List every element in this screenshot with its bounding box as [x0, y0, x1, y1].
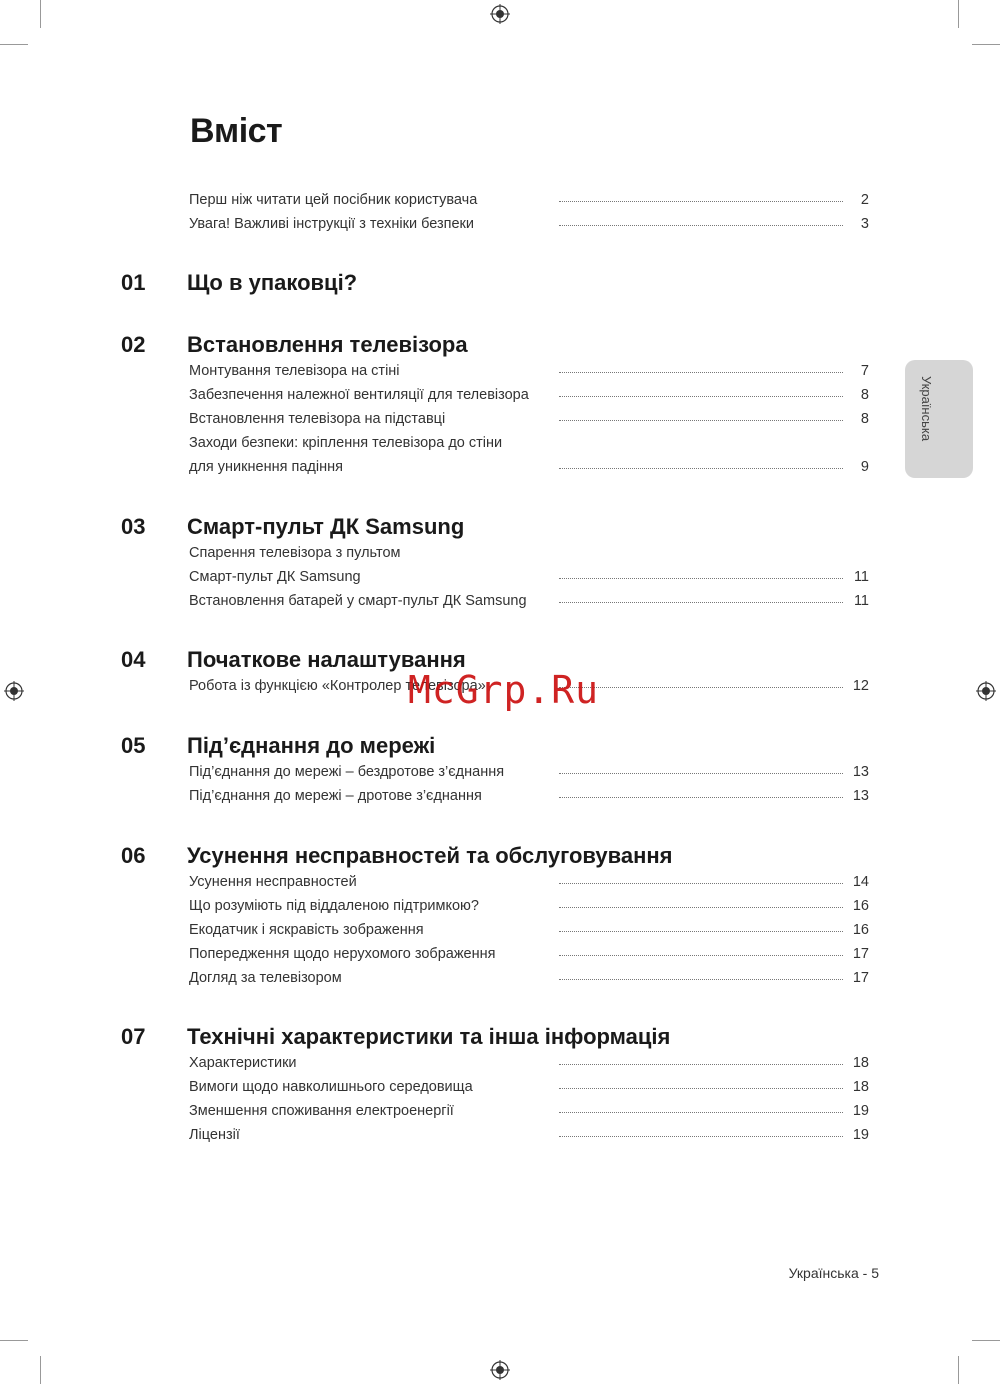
dot-leader	[559, 225, 843, 226]
dot-leader	[559, 979, 843, 980]
dot-leader	[559, 468, 843, 469]
toc-entry-page: 17	[852, 970, 869, 986]
toc-entry-page: 19	[852, 1103, 869, 1119]
section-title[interactable]: Що в упаковці?	[187, 270, 358, 295]
dot-leader	[559, 602, 843, 603]
language-side-tab	[905, 360, 973, 478]
section-title[interactable]: Початкове налаштування	[187, 647, 466, 672]
toc-entry[interactable]	[189, 895, 869, 917]
toc-entry-label: Спарення телевізора з пультом	[189, 545, 401, 561]
toc-entry[interactable]	[189, 919, 869, 941]
toc-entry-label: Монтування телевізора на стіні	[189, 363, 400, 379]
toc-entry-page: 11	[853, 593, 869, 609]
toc-entry-label: Що розуміють під віддаленою підтримкою?	[189, 898, 479, 914]
toc-entry-page: 18	[852, 1055, 869, 1071]
section-number: 01	[121, 270, 146, 295]
toc-entry-label: Усунення несправностей	[189, 874, 357, 890]
dot-leader	[559, 1136, 843, 1137]
toc-entry[interactable]	[189, 785, 869, 807]
section-number: 02	[121, 332, 146, 357]
dot-leader	[559, 955, 843, 956]
section-title[interactable]: Усунення несправностей та обслуговування	[187, 843, 673, 868]
language-side-tab-label: Українська	[919, 376, 934, 442]
toc-entry[interactable]	[189, 360, 869, 382]
toc-entry[interactable]	[189, 967, 869, 989]
registration-mark-icon	[976, 681, 996, 701]
toc-entry-label: Встановлення батарей у смарт-пульт ДК Samsung	[189, 593, 527, 609]
toc-entry-label: Перш ніж читати цей посібник користувача	[189, 192, 478, 208]
toc-entry[interactable]	[189, 1052, 869, 1074]
dot-leader	[559, 773, 843, 774]
crop-mark	[972, 44, 1000, 45]
toc-entry[interactable]	[189, 1100, 869, 1122]
toc-entry[interactable]	[189, 213, 869, 235]
toc-entry[interactable]	[189, 871, 869, 893]
toc-entry[interactable]	[189, 1124, 869, 1146]
section-title[interactable]: Встановлення телевізора	[187, 332, 468, 357]
toc-entry[interactable]	[189, 456, 869, 478]
toc-entry-page: 11	[853, 569, 869, 585]
crop-mark	[972, 1340, 1000, 1341]
toc-entry-label: Встановлення телевізора на підставці	[189, 411, 446, 427]
dot-leader	[559, 1112, 843, 1113]
toc-entry[interactable]	[189, 943, 869, 965]
toc-entry-label: Ліцензії	[189, 1127, 240, 1143]
section-number: 07	[121, 1024, 146, 1049]
crop-mark	[0, 1340, 28, 1341]
dot-leader	[559, 687, 843, 688]
toc-entry-label: Характеристики	[189, 1055, 297, 1071]
toc-entry-label: Зменшення споживання електроенергії	[189, 1103, 454, 1119]
toc-entry-label: для уникнення падіння	[189, 459, 343, 475]
dot-leader	[559, 883, 843, 884]
toc-entry-page: 13	[852, 764, 869, 780]
toc-entry-page: 14	[852, 874, 869, 890]
toc-entry-page: 9	[860, 459, 869, 475]
toc-entry-page: 8	[860, 411, 869, 427]
crop-mark	[40, 0, 41, 28]
toc-entry-page: 18	[852, 1079, 869, 1095]
crop-mark	[0, 44, 28, 45]
section-number: 05	[121, 733, 146, 758]
crop-mark	[958, 1356, 959, 1384]
dot-leader	[559, 420, 843, 421]
toc-entry-page: 13	[852, 788, 869, 804]
toc-entry-page: 16	[852, 922, 869, 938]
toc-entry[interactable]	[189, 590, 869, 612]
toc-entry-page: 17	[852, 946, 869, 962]
dot-leader	[559, 907, 843, 908]
page-footer: Українська - 5	[788, 1265, 879, 1281]
toc-entry-label: Догляд за телевізором	[189, 970, 342, 986]
crop-mark	[958, 0, 959, 28]
section-number: 04	[121, 647, 146, 672]
section-title[interactable]: Технічні характеристики та інша інформація	[187, 1024, 671, 1049]
toc-entry-label: Робота із функцією «Контролер телевізора»	[189, 678, 486, 694]
toc-entry-label: Під’єднання до мережі – дротове з’єднання	[189, 788, 482, 804]
section-title[interactable]: Під’єднання до мережі	[187, 733, 436, 758]
watermark: McGrp.Ru	[408, 668, 600, 712]
toc-entry[interactable]	[189, 408, 869, 430]
toc-entry-page: 7	[860, 363, 869, 379]
dot-leader	[559, 578, 843, 579]
dot-leader	[559, 396, 843, 397]
dot-leader	[559, 1088, 843, 1089]
toc-entry-page: 12	[852, 678, 869, 694]
toc-entry-label: Заходи безпеки: кріплення телевізора до стіни	[189, 435, 503, 451]
toc-entry-label: Увага! Важливі інструкції з техніки безпеки	[189, 216, 474, 232]
dot-leader	[559, 1064, 843, 1065]
dot-leader	[559, 372, 843, 373]
registration-mark-icon	[490, 4, 510, 24]
toc-entry-page: 3	[860, 216, 869, 232]
toc-entry-page: 16	[852, 898, 869, 914]
toc-entry-label: Вимоги щодо навколишнього середовища	[189, 1079, 473, 1095]
toc-entry[interactable]	[189, 1076, 869, 1098]
registration-mark-icon	[490, 1360, 510, 1380]
toc-entry[interactable]	[189, 761, 869, 783]
toc-entry[interactable]	[189, 189, 869, 211]
toc-entry-page: 19	[852, 1127, 869, 1143]
toc-entry-label: Смарт-пульт ДК Samsung	[189, 569, 361, 585]
section-number: 03	[121, 514, 146, 539]
toc-entry[interactable]	[189, 566, 869, 588]
page-title: Вміст	[190, 112, 283, 150]
toc-entry[interactable]	[189, 542, 869, 564]
section-number: 06	[121, 843, 146, 868]
dot-leader	[559, 201, 843, 202]
toc-entry-label: Попередження щодо нерухомого зображення	[189, 946, 496, 962]
dot-leader	[559, 797, 843, 798]
registration-mark-icon	[4, 681, 24, 701]
toc-entry-page: 8	[860, 387, 869, 403]
toc-entry[interactable]	[189, 432, 869, 454]
toc-entry-label: Під’єднання до мережі – бездротове з’єднання	[189, 764, 505, 780]
toc-entry-label: Екодатчик і яскравість зображення	[189, 922, 424, 938]
toc-entry[interactable]	[189, 384, 869, 406]
toc-entry-label: Забезпечення належної вентиляції для телевізора	[189, 387, 529, 403]
dot-leader	[559, 931, 843, 932]
section-title[interactable]: Смарт-пульт ДК Samsung	[187, 514, 465, 539]
toc-entry-page: 2	[860, 192, 869, 208]
crop-mark	[40, 1356, 41, 1384]
